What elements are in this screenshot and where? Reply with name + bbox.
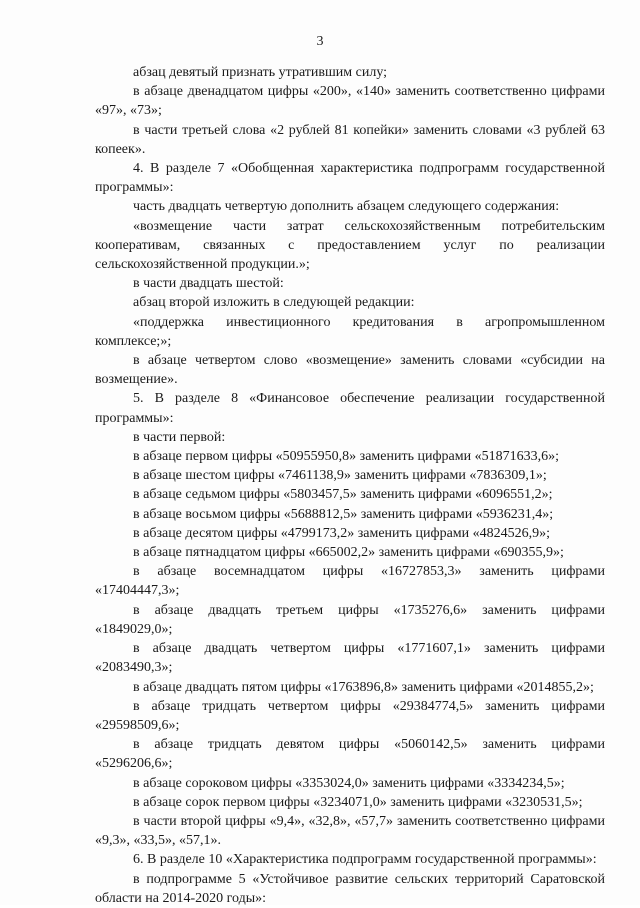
page-number: 3 [316,34,324,49]
paragraph: в абзаце восемнадцатом цифры «16727853,3» заменить цифрами «17404447,3»; [95,564,605,599]
paragraph: в абзаце седьмом цифры «5803457,5» заменить цифрами «6096551,2»; [133,487,553,503]
paragraph: 4. В разделе 7 «Обобщенная характеристика подпрограмм государственной программы»: [95,161,605,196]
paragraph: в абзаце двадцать третьем цифры «1735276,6» заменить цифрами «1849029,0»; [95,602,605,637]
paragraph: в абзаце сороковом цифры «3353024,0» заменить цифрами «3334234,5»; [133,775,565,791]
paragraph: в абзаце шестом цифры «7461138,9» заменить цифрами «7836309,1»; [133,468,547,484]
document-body [95,63,605,908]
paragraph: в абзаце восьмом цифры «5688812,5» заменить цифрами «5936231,4»; [133,506,554,522]
paragraph: в части третьей слова «2 рублей 81 копейки» заменить словами «3 рублей 63 копеек». [95,122,605,157]
paragraph: в абзаце пятнадцатом цифры «665002,2» заменить цифрами «690355,9»; [133,545,564,561]
paragraph: «поддержка инвестиционного кредитования в агропромышленном комплексе;»; [95,314,605,349]
paragraph: часть двадцать четвертую дополнить абзацем следующего содержания: [133,199,560,215]
paragraph: в абзаце тридцать девятом цифры «5060142,5» заменить цифрами «5296206,6»; [95,737,605,772]
paragraph: в абзаце двадцать четвертом цифры «1771607,1» заменить цифрами «2083490,3»; [95,641,605,676]
paragraph: в части двадцать шестой: [133,276,284,292]
paragraph: в абзаце десятом цифры «4799173,2» заменить цифрами «4824526,9»; [133,525,551,541]
paragraph: в части второй цифры «9,4», «32,8», «57,7» заменить соответственно цифрами «9,3», «33,5», «57,1». [95,813,605,849]
paragraph: 6. В разделе 10 «Характеристика подпрограмм государственной программы»: [133,852,597,868]
paragraph: в части первой: [133,429,226,445]
paragraph: в абзаце четвертом слово «возмещение» заменить словами «субсидии на возмещение». [95,353,605,388]
paragraph: в подпрограмме 5 «Устойчивое развитие сельских территорий Саратовской области на 2014-2020 годы»: [95,871,605,906]
paragraph: в абзаце двенадцатом цифры «200», «140» заменить соответственно цифрами «97», «73»; [95,84,605,119]
paragraph: абзац девятый признать утратившим силу; [133,65,388,80]
paragraph: в абзаце двадцать пятом цифры «1763896,8» заменить цифрами «2014855,2»; [133,679,594,695]
paragraph: «возмещение части затрат сельскохозяйственным потребительским кооперативам, связанных с предоставлением услуг по реализации сельскохозяйственной продукции.»; [95,218,605,273]
paragraph: в абзаце первом цифры «50955950,8» заменить цифрами «51871633,6»; [133,449,559,465]
paragraph: в абзаце тридцать четвертом цифры «29384774,5» заменить цифрами «29598509,6»; [95,698,605,733]
paragraph: в абзаце сорок первом цифры «3234071,0» заменить цифрами «3230531,5»; [133,794,583,810]
paragraph: абзац второй изложить в следующей редакции: [133,295,415,311]
paragraph: 5. В разделе 8 «Финансовое обеспечение реализации государственной программы»: [95,391,605,426]
